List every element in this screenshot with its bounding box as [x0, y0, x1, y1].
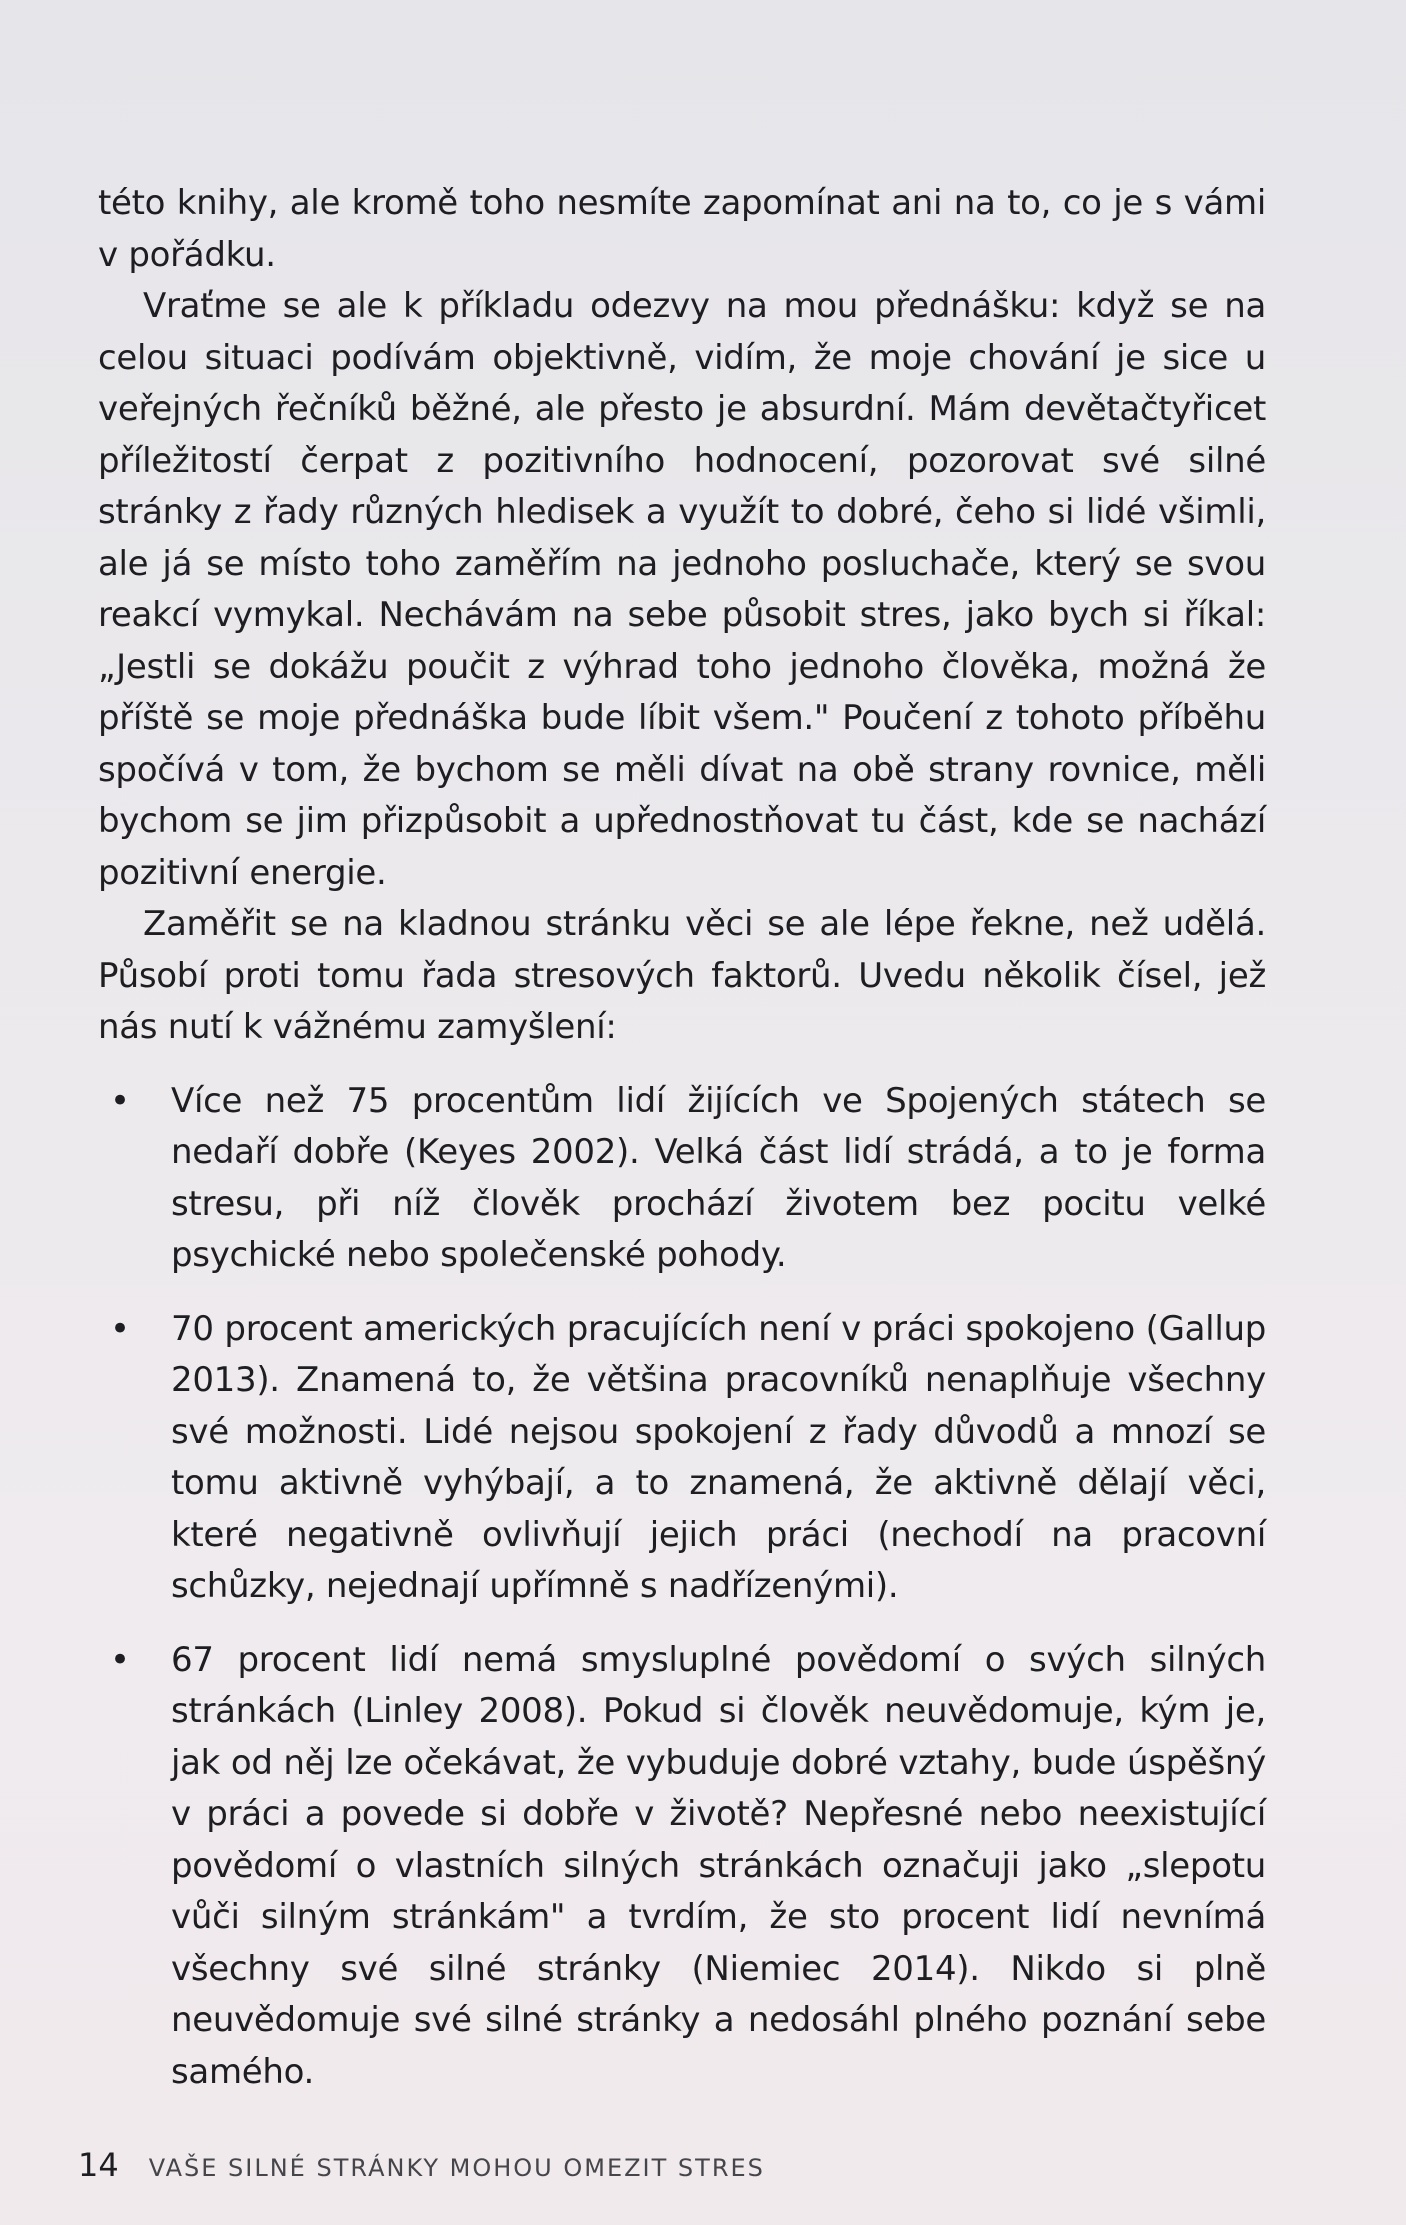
page-number: 14: [78, 2146, 119, 2184]
list-item: [98, 1076, 1266, 1282]
paragraph: Zaměřit se na kladnou stránku věci se ale lépe řekne, než udělá. Působí proti tomu řada stresových faktorů. Uvedu několik čísel, jež nás nutí k vážnému zamyšlení:: [98, 904, 1266, 1047]
list-item: [98, 1635, 1266, 2099]
paragraph-continuation: této knihy, ale kromě toho nesmíte zapomínat ani na to, co je s vámi v pořádku.: [98, 183, 1266, 275]
statistics-list: [98, 1076, 1266, 2099]
list-item-text: 70 procent amerických pracujících není v práci spokojeno (Gallup 2013). Znamená to, že většina pracovníků nenaplňuje všechny své možnosti. Lidé nejsou spokojení z řady důvodů a mnozí se tomu aktivně vyhýbají, a to znamená, že aktivně dělají věci, které negativně ovlivňují jejich práci (nechodí na pracovní schůzky, nejednají upřímně s nadřízenými).: [171, 1308, 1266, 1606]
running-title: VAŠE SILNÉ STRÁNKY MOHOU OMEZIT STRES: [148, 2154, 765, 2182]
list-item-text: 67 procent lidí nemá smysluplné povědomí o svých silných stránkách (Linley 2008). Pokud si člověk neuvědomuje, kým je, jak od něj lze očekávat, že vybuduje dobré vztahy, bude úspěšný v práci a povede si dobře v životě? Nepřesné nebo neexistující povědomí o vlastních silných stránkách označuji jako „slepotu vůči silným stránkám" a tvrdím, že sto procent lidí nevnímá všechny své silné stránky (Niemiec 2014). Nikdo si plně neuvědomuje své silné stránky a nedosáhl plného poznání sebe samého.: [171, 1639, 1266, 2092]
page-footer: [78, 2146, 765, 2196]
list-item-text: Více než 75 procentům lidí žijících ve Spojených státech se nedaří dobře (Keyes 2002). Velká část lidí strádá, a to je forma stresu, při níž člověk prochází životem bez pocitu velké psychické nebo společenské pohody.: [171, 1080, 1266, 1275]
list-item: [98, 1304, 1266, 1613]
bullet-icon: •: [110, 1308, 130, 1349]
bullet-icon: •: [110, 1080, 130, 1121]
bullet-icon: •: [110, 1639, 130, 1680]
body-text: [98, 178, 1266, 2120]
paragraph: Vraťme se ale k příkladu odezvy na mou přednášku: když se na celou situaci podívám objektivně, vidím, že moje chování je sice u veřejných řečníků běžné, ale přesto je absurdní. Mám devětačtyřicet příležitostí čerpat z pozitivního hodnocení, pozorovat své silné stránky z řady různých hledisek a využít to dobré, čeho si lidé všimli, ale já se místo toho zaměřím na jednoho posluchače, který se svou reakcí vymykal. Nechávám na sebe působit stres, jako bych si říkal: „Jestli se dokážu poučit z výhrad toho jednoho člověka, možná že příště se moje přednáška bude líbit všem." Poučení z tohoto příběhu spočívá v tom, že bychom se měli dívat na obě strany rovnice, měli bychom se jim přizpůsobit a upřednostňovat tu část, kde se nachází pozitivní energie.: [98, 286, 1266, 893]
